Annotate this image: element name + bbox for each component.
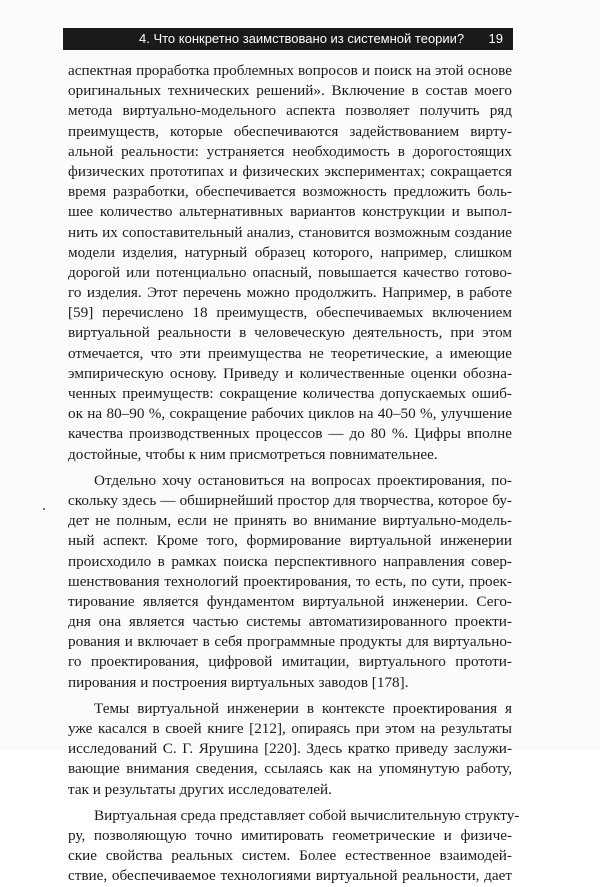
text-line: дорогой или потенциально опасный, повышается качество готово- (68, 263, 512, 281)
text-line: ный аспект. Кроме того, формирование виртуальной инженерии (68, 532, 512, 550)
paragraph (68, 61, 512, 465)
text-line: виртуальной реальности в человеческую деятельность, при этом (68, 324, 512, 342)
text-line: качества производственных процессов — до 80 %. Цифры вполне (68, 425, 512, 443)
text-line: го изделия. Этот перечень можно продолжить. Например, в работе (68, 284, 512, 302)
text-line: дня она является частью системы автоматизированного проекти- (68, 613, 512, 631)
text-line: эмпирическую основу. Приведу и количественные оценки обозна- (68, 364, 512, 382)
text-line: ченных преимуществ: сокращение количества допускаемых ошиб- (68, 385, 512, 402)
text-line: модели изделия, натурный образец которого, например, слишком (68, 243, 512, 261)
text-line: пирования и построения виртуальных заводов [178]. (68, 673, 409, 691)
text-line: шее количество альтернативных вариантов конструкции и выпол- (68, 203, 512, 221)
text-line: Темы виртуальной инженерии в контексте проектирования я (94, 699, 512, 717)
page-number: 19 (488, 31, 503, 46)
text-line: го проектирования, цифровой имитации, виртуального прототи- (68, 653, 512, 671)
text-line: ские свойства реальных систем. Более естественное взаимодей- (68, 847, 512, 865)
scan-speck (43, 508, 45, 510)
text-line: аспектная проработка проблемных вопросов и поиск на этой основе (68, 62, 512, 79)
paragraph (68, 699, 512, 800)
text-line: так и результаты других исследователей. (68, 780, 332, 798)
text-line: [59] перечислено 18 преимуществ, обеспечиваемых включением (68, 304, 512, 322)
running-header (63, 28, 513, 50)
text-line: преимуществ, которые обеспечиваются задействованием вирту- (68, 122, 512, 140)
text-line: оригинальных технических решений». Включение в состав моего (68, 82, 512, 100)
body-text (68, 61, 520, 887)
text-line: отмечается, что эти преимущества не теоретические, а имеющие (68, 344, 512, 362)
text-line: шенствования технологий проектирования, то есть, по сути, проек- (68, 572, 512, 590)
text-line: дет не полным, если не принять во внимание виртуально-модель- (68, 512, 512, 530)
paragraph (68, 806, 520, 887)
text-line: время разработки, обеспечивается возможность предложить боль- (68, 183, 512, 201)
chapter-title: 4. Что конкретно заимствовано из системной теории? (139, 31, 465, 46)
text-line: ствие, обеспечиваемое технологиями виртуальной реальности, дает (68, 867, 512, 885)
text-line: Отдельно хочу остановиться на вопросах проектирования, по- (94, 471, 512, 489)
text-line: альной реальности: устраняется необходимость в дорогостоящих (68, 142, 512, 160)
text-line: скольку здесь — обширнейший простор для творчества, которое бу- (68, 491, 512, 509)
text-line: уже касался в своей книге [212], опираясь при этом на результаты (68, 720, 512, 737)
text-line: физических прототипах и физических экспериментах; сокращается (68, 162, 512, 180)
text-line: метода виртуально-модельного аспекта позволяет получить ряд (68, 102, 512, 120)
text-line: ок на 80–90 %, сокращение рабочих циклов на 40–50 %, улучшение (68, 405, 512, 423)
text-line: достойные, чтобы к ним присмотреться повнимательнее. (68, 445, 438, 463)
text-line: ру, позволяющую точно имитировать геометрические и физиче- (68, 826, 512, 844)
text-line: вающие внимания сведения, ссылаясь как на упомянутую работу, (68, 760, 512, 778)
text-line: Виртуальная среда представляет собой вычислительную структу- (94, 806, 520, 824)
text-line: происходило в рамках поиска перспективного направления совер- (68, 552, 512, 570)
text-line: тирование является фундаментом виртуальной инженерии. Сего- (68, 592, 512, 610)
text-line: нить их сопоставительный анализ, становится возможным создание (68, 223, 512, 241)
paragraph (68, 471, 512, 693)
text-line: рования и включает в себя программные продукты для виртуально- (68, 633, 512, 651)
text-line: исследований С. Г. Ярушина [220]. Здесь кратко приведу заслужи- (68, 740, 512, 758)
